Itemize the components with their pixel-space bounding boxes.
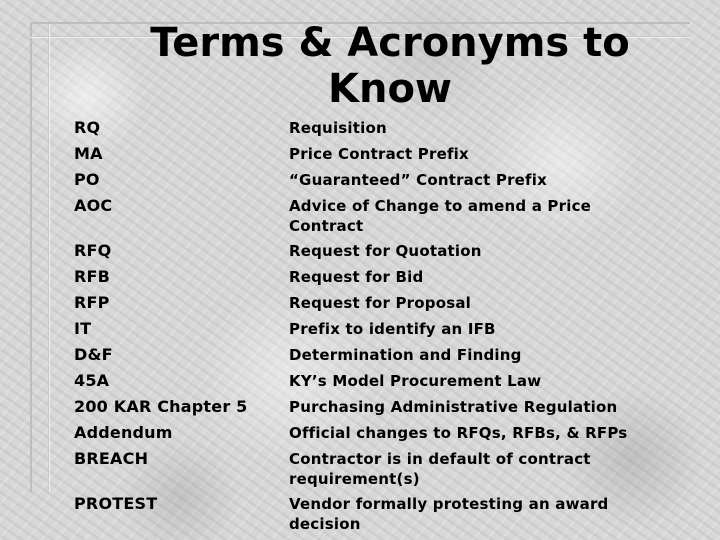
term-definition: Prefix to identify an IFB bbox=[289, 320, 496, 338]
term-definition: Contractor is in default of contract requirement(s) bbox=[289, 450, 591, 488]
term-acronym: IT bbox=[74, 319, 92, 338]
term-definition: KY’s Model Procurement Law bbox=[289, 372, 542, 390]
term-definition: Request for Proposal bbox=[289, 294, 472, 312]
term-acronym: RFB bbox=[74, 267, 111, 286]
term-acronym: PROTEST bbox=[74, 494, 158, 513]
term-acronym: BREACH bbox=[74, 449, 149, 468]
term-definition: “Guaranteed” Contract Prefix bbox=[289, 171, 547, 189]
term-definition: Purchasing Administrative Regulation bbox=[289, 398, 618, 416]
term-definition: Request for Quotation bbox=[289, 242, 482, 260]
term-acronym: 45A bbox=[74, 371, 110, 390]
term-definition: Requisition bbox=[289, 119, 387, 137]
term-acronym: D&F bbox=[74, 345, 113, 364]
term-acronym: RFQ bbox=[74, 241, 112, 260]
term-acronym: RQ bbox=[74, 118, 101, 137]
term-definition: Price Contract Prefix bbox=[289, 145, 469, 163]
term-acronym: Addendum bbox=[74, 423, 173, 442]
term-acronym: AOC bbox=[74, 196, 113, 215]
term-acronym: MA bbox=[74, 144, 103, 163]
term-definition: Advice of Change to amend a Price Contract bbox=[289, 197, 592, 235]
term-definition: Official changes to RFQs, RFBs, & RFPs bbox=[289, 424, 628, 442]
decorative-frame-vertical bbox=[30, 22, 49, 492]
term-definition: Vendor formally protesting an award decision bbox=[289, 495, 609, 533]
term-acronym: 200 KAR Chapter 5 bbox=[74, 397, 248, 416]
term-acronym: RFP bbox=[74, 293, 110, 312]
term-definition: Request for Bid bbox=[289, 268, 424, 286]
slide-title: Terms & Acronyms to Know bbox=[150, 20, 630, 112]
term-definition: Determination and Finding bbox=[289, 346, 522, 364]
term-acronym: PO bbox=[74, 170, 100, 189]
